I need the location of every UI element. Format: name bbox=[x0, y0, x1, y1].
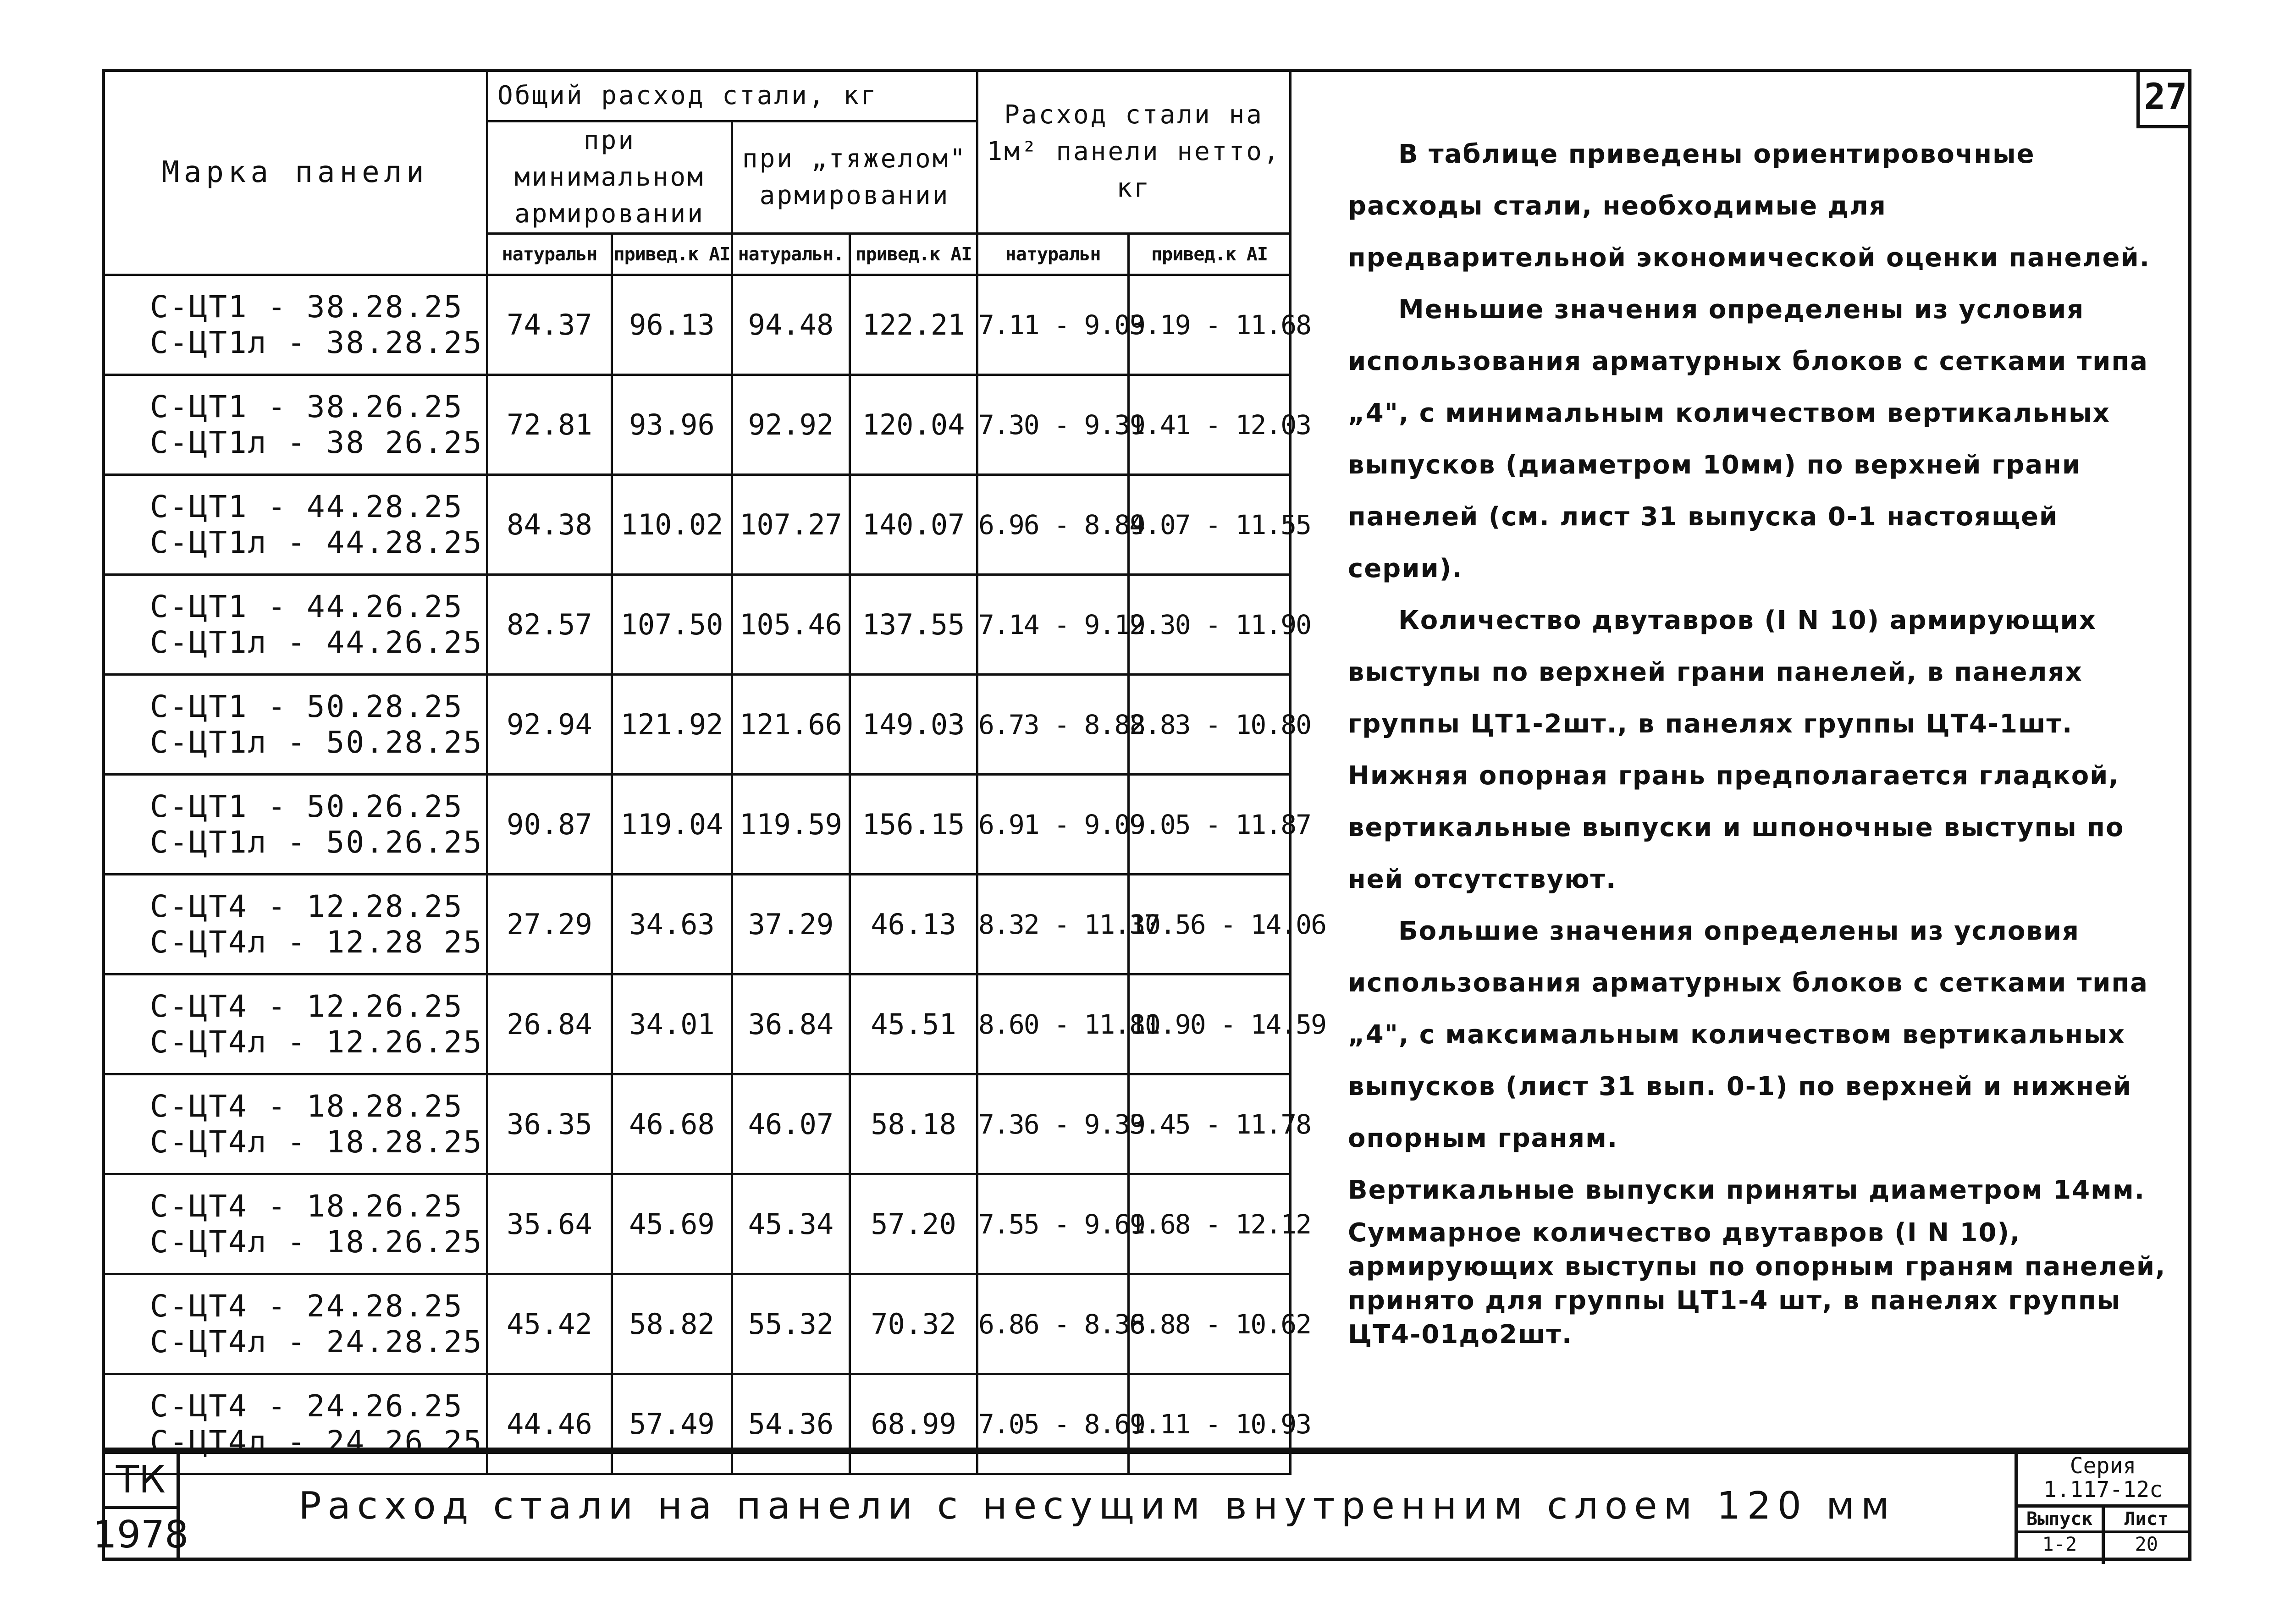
panel-mark-line: С-ЦТ4 - 18.28.25 bbox=[150, 1088, 464, 1124]
total-heavy-reduced-cell: 149.03 bbox=[850, 675, 977, 775]
total-heavy-natural-cell: 107.27 bbox=[732, 475, 850, 575]
explanatory-notes bbox=[1348, 128, 2173, 1352]
per-m2-natural-cell: 7.55 - 9.61 bbox=[977, 1174, 1129, 1274]
total-heavy-natural-cell: 119.59 bbox=[732, 775, 850, 875]
sheet-cell bbox=[2102, 1508, 2189, 1564]
total-heavy-natural-cell: 36.84 bbox=[732, 974, 850, 1074]
total-min-reduced-cell: 57.49 bbox=[612, 1374, 732, 1474]
panel-mark bbox=[103, 1174, 487, 1274]
panel-mark bbox=[103, 475, 487, 575]
per-m2-reduced-cell: 9.07 - 11.55 bbox=[1129, 475, 1291, 575]
total-heavy-reduced-cell: 68.99 bbox=[850, 1374, 977, 1474]
panel-mark-line: С-ЦТ1 - 44.28.25 bbox=[150, 489, 464, 524]
steel-consumption-table bbox=[102, 69, 1326, 1475]
total-min-natural-cell: 82.57 bbox=[487, 575, 612, 675]
per-m2-reduced-cell: 9.05 - 11.87 bbox=[1129, 775, 1291, 875]
total-heavy-reduced-cell: 120.04 bbox=[850, 375, 977, 475]
per-m2-natural-cell: 7.30 - 9.31 bbox=[977, 375, 1129, 475]
per-m2-natural-cell: 6.96 - 8.84 bbox=[977, 475, 1129, 575]
total-heavy-reduced-cell: 156.15 bbox=[850, 775, 977, 875]
total-min-reduced-cell: 58.82 bbox=[612, 1274, 732, 1374]
total-min-reduced-cell: 110.02 bbox=[612, 475, 732, 575]
panel-mark-line: С-ЦТ4л - 24.28.25 bbox=[150, 1324, 483, 1360]
total-heavy-natural-cell: 94.48 bbox=[732, 275, 850, 375]
table-row bbox=[103, 1074, 1291, 1174]
total-min-natural-cell: 74.37 bbox=[487, 275, 612, 375]
issue-cell bbox=[2018, 1508, 2102, 1564]
total-min-reduced-cell: 34.01 bbox=[612, 974, 732, 1074]
panel-mark bbox=[103, 275, 487, 375]
panel-mark-line: С-ЦТ1л - 44.28.25 bbox=[150, 524, 483, 560]
panel-mark bbox=[103, 875, 487, 974]
table-row bbox=[103, 275, 1291, 375]
panel-mark bbox=[103, 974, 487, 1074]
note-paragraph: Количество двутавров (I N 10) армирующих выступы по верхней грани панелей, в панелях группы ЦТ1-2шт., в панелях группы ЦТ4-1шт. bbox=[1348, 606, 2097, 739]
drawing-title: Расход стали на панели с несущим внутренним слоем 120 мм bbox=[177, 1451, 2018, 1561]
total-min-natural-cell: 27.29 bbox=[487, 875, 612, 974]
total-min-reduced-cell: 119.04 bbox=[612, 775, 732, 875]
org-code: ТК bbox=[116, 1458, 166, 1502]
note-paragraph: Суммарное количество двутавров (I N 10), армирующих выступы по опорным граням панелей, принято для группы ЦТ1-4 шт, в панелях группы ЦТ4-01до2шт. bbox=[1348, 1218, 2166, 1349]
header-heavy: при „тяжелом" армировании bbox=[732, 121, 977, 234]
panel-mark-line: С-ЦТ4 - 24.28.25 bbox=[150, 1288, 464, 1324]
total-heavy-reduced-cell: 122.21 bbox=[850, 275, 977, 375]
page-number: 27 bbox=[2136, 69, 2191, 128]
panel-mark-line: С-ЦТ4л - 12.28 25 bbox=[150, 924, 483, 960]
title-block-org bbox=[93, 1451, 189, 1561]
header-total: Общий расход стали, кг bbox=[487, 70, 977, 121]
total-heavy-reduced-cell: 140.07 bbox=[850, 475, 977, 575]
total-heavy-natural-cell: 37.29 bbox=[732, 875, 850, 974]
panel-mark-line: С-ЦТ1л - 44.26.25 bbox=[150, 624, 483, 660]
total-heavy-natural-cell: 46.07 bbox=[732, 1074, 850, 1174]
header-reduced-2: привед.к AI bbox=[850, 234, 977, 275]
per-m2-reduced-cell: 10.56 - 14.06 bbox=[1129, 875, 1291, 974]
table-row bbox=[103, 1274, 1291, 1374]
header-natural-3: натуральн bbox=[977, 234, 1129, 275]
per-m2-reduced-cell: 8.83 - 10.80 bbox=[1129, 675, 1291, 775]
panel-mark-line: С-ЦТ4л - 18.26.25 bbox=[150, 1224, 483, 1260]
series-label: Серия bbox=[2070, 1453, 2136, 1479]
panel-mark-line: С-ЦТ4л - 18.28.25 bbox=[150, 1124, 483, 1160]
total-min-reduced-cell: 46.68 bbox=[612, 1074, 732, 1174]
panel-mark-line: С-ЦТ4 - 24.26.25 bbox=[150, 1388, 464, 1424]
table-body bbox=[103, 275, 1326, 1474]
total-min-natural-cell: 36.35 bbox=[487, 1074, 612, 1174]
panel-mark-line: С-ЦТ4л - 12.26.25 bbox=[150, 1024, 483, 1060]
panel-mark-line: С-ЦТ1л - 38.28.25 bbox=[150, 325, 483, 360]
total-heavy-reduced-cell: 70.32 bbox=[850, 1274, 977, 1374]
panel-mark-line: С-ЦТ1 - 50.28.25 bbox=[150, 688, 464, 724]
per-m2-natural-cell: 7.14 - 9.12 bbox=[977, 575, 1129, 675]
note-paragraph: Большие значения определены из условия использования арматурных блоков с сетками типа „4", с максимальным количеством вертикальных выпусков (лист 31 вып. 0-1) по верхней и нижней опорным граням. bbox=[1348, 916, 2148, 1153]
total-min-natural-cell: 35.64 bbox=[487, 1174, 612, 1274]
per-m2-natural-cell: 6.73 - 8.82 bbox=[977, 675, 1129, 775]
note-paragraph: В таблице приведены ориентировочные расходы стали, необходимые для предварительной экономической оценки панелей. bbox=[1348, 139, 2151, 273]
issue-label: Выпуск bbox=[2018, 1508, 2102, 1533]
panel-mark bbox=[103, 1274, 487, 1374]
sheet-value: 20 bbox=[2135, 1533, 2158, 1555]
total-heavy-natural-cell: 121.66 bbox=[732, 675, 850, 775]
note-paragraph: Нижняя опорная грань предполагается гладкой, вертикальные выпуски и шпоночные выступы по ней отсутствуют. bbox=[1348, 761, 2125, 894]
header-natural-2: натуральн. bbox=[732, 234, 850, 275]
per-m2-reduced-cell: 10.90 - 14.59 bbox=[1129, 974, 1291, 1074]
per-m2-natural-cell: 7.36 - 9.33 bbox=[977, 1074, 1129, 1174]
header-reduced-1: привед.к AI bbox=[612, 234, 732, 275]
panel-mark-line: С-ЦТ4л - 24.26.25 bbox=[150, 1424, 483, 1459]
total-heavy-natural-cell: 55.32 bbox=[732, 1274, 850, 1374]
total-min-natural-cell: 90.87 bbox=[487, 775, 612, 875]
year: 1978 bbox=[105, 1506, 177, 1561]
panel-mark bbox=[103, 1074, 487, 1174]
total-min-natural-cell: 72.81 bbox=[487, 375, 612, 475]
issue-value: 1-2 bbox=[2042, 1533, 2077, 1555]
per-m2-reduced-cell: 9.30 - 11.90 bbox=[1129, 575, 1291, 675]
note-paragraph: Меньшие значения определены из условия использования арматурных блоков с сетками типа „4", с минимальным количеством вертикальных выпусков (диаметром 10мм) по верхней грани панелей (см. лист 31 выпуска 0-1 настоящей серии). bbox=[1348, 295, 2148, 584]
series-cell bbox=[2018, 1454, 2188, 1508]
total-heavy-reduced-cell: 57.20 bbox=[850, 1174, 977, 1274]
per-m2-natural-cell: 6.86 - 8.36 bbox=[977, 1274, 1129, 1374]
panel-mark-line: С-ЦТ1 - 38.28.25 bbox=[150, 289, 464, 325]
total-min-natural-cell: 44.46 bbox=[487, 1374, 612, 1474]
header-reduced-3: привед.к AI bbox=[1129, 234, 1291, 275]
total-min-natural-cell: 45.42 bbox=[487, 1274, 612, 1374]
panel-mark bbox=[103, 675, 487, 775]
per-m2-natural-cell: 7.05 - 8.61 bbox=[977, 1374, 1129, 1474]
note-paragraph: Вертикальные выпуски приняты диаметром 14мм. bbox=[1348, 1175, 2145, 1205]
total-heavy-reduced-cell: 137.55 bbox=[850, 575, 977, 675]
total-min-natural-cell: 26.84 bbox=[487, 974, 612, 1074]
panel-mark-line: С-ЦТ1л - 50.28.25 bbox=[150, 724, 483, 760]
panel-mark-line: С-ЦТ4 - 18.26.25 bbox=[150, 1188, 464, 1224]
table-row bbox=[103, 974, 1291, 1074]
total-heavy-reduced-cell: 46.13 bbox=[850, 875, 977, 974]
panel-mark bbox=[103, 375, 487, 475]
total-min-reduced-cell: 121.92 bbox=[612, 675, 732, 775]
panel-mark-line: С-ЦТ1 - 50.26.25 bbox=[150, 788, 464, 824]
total-min-reduced-cell: 107.50 bbox=[612, 575, 732, 675]
per-m2-reduced-cell: 9.45 - 11.78 bbox=[1129, 1074, 1291, 1174]
panel-mark bbox=[103, 775, 487, 875]
panel-mark-line: С-ЦТ4 - 12.28.25 bbox=[150, 888, 464, 924]
total-min-reduced-cell: 93.96 bbox=[612, 375, 732, 475]
total-heavy-reduced-cell: 58.18 bbox=[850, 1074, 977, 1174]
table-row bbox=[103, 1174, 1291, 1274]
per-m2-reduced-cell: 9.19 - 11.68 bbox=[1129, 275, 1291, 375]
series-value: 1.117-12с bbox=[2043, 1477, 2163, 1503]
total-heavy-natural-cell: 54.36 bbox=[732, 1374, 850, 1474]
total-min-reduced-cell: 96.13 bbox=[612, 275, 732, 375]
table-row bbox=[103, 475, 1291, 575]
total-min-natural-cell: 92.94 bbox=[487, 675, 612, 775]
total-heavy-natural-cell: 45.34 bbox=[732, 1174, 850, 1274]
total-heavy-natural-cell: 92.92 bbox=[732, 375, 850, 475]
panel-mark-line: С-ЦТ4 - 12.26.25 bbox=[150, 988, 464, 1024]
per-m2-reduced-cell: 8.88 - 10.62 bbox=[1129, 1274, 1291, 1374]
table-row bbox=[103, 875, 1291, 974]
header-natural-1: натуральн bbox=[487, 234, 612, 275]
per-m2-reduced-cell: 9.41 - 12.03 bbox=[1129, 375, 1291, 475]
title-block-series bbox=[2015, 1451, 2191, 1561]
per-m2-natural-cell: 6.91 - 9.09 bbox=[977, 775, 1129, 875]
table-row bbox=[103, 775, 1291, 875]
per-m2-reduced-cell: 9.68 - 12.12 bbox=[1129, 1174, 1291, 1274]
total-min-reduced-cell: 34.63 bbox=[612, 875, 732, 974]
panel-mark-line: С-ЦТ1л - 50.26.25 bbox=[150, 824, 483, 860]
total-heavy-reduced-cell: 45.51 bbox=[850, 974, 977, 1074]
per-m2-reduced-cell: 9.11 - 10.93 bbox=[1129, 1374, 1291, 1474]
table-row bbox=[103, 575, 1291, 675]
sheet-label: Лист bbox=[2105, 1508, 2189, 1533]
panel-mark-line: С-ЦТ1 - 38.26.25 bbox=[150, 389, 464, 424]
per-m2-natural-cell: 8.60 - 11.81 bbox=[977, 974, 1129, 1074]
table-row bbox=[103, 675, 1291, 775]
per-m2-natural-cell: 8.32 - 11.37 bbox=[977, 875, 1129, 974]
table-row bbox=[103, 375, 1291, 475]
total-min-natural-cell: 84.38 bbox=[487, 475, 612, 575]
header-per-m2: Расход стали на 1м² панели нетто, кг bbox=[977, 70, 1291, 234]
total-min-reduced-cell: 45.69 bbox=[612, 1174, 732, 1274]
per-m2-natural-cell: 7.11 - 9.03 bbox=[977, 275, 1129, 375]
header-min: при минимальном армировании bbox=[487, 121, 732, 234]
panel-mark-line: С-ЦТ1л - 38 26.25 bbox=[150, 424, 483, 460]
panel-mark-line: С-ЦТ1 - 44.26.25 bbox=[150, 589, 464, 624]
total-heavy-natural-cell: 105.46 bbox=[732, 575, 850, 675]
panel-mark bbox=[103, 575, 487, 675]
header-mark: Марка панели bbox=[103, 70, 487, 275]
